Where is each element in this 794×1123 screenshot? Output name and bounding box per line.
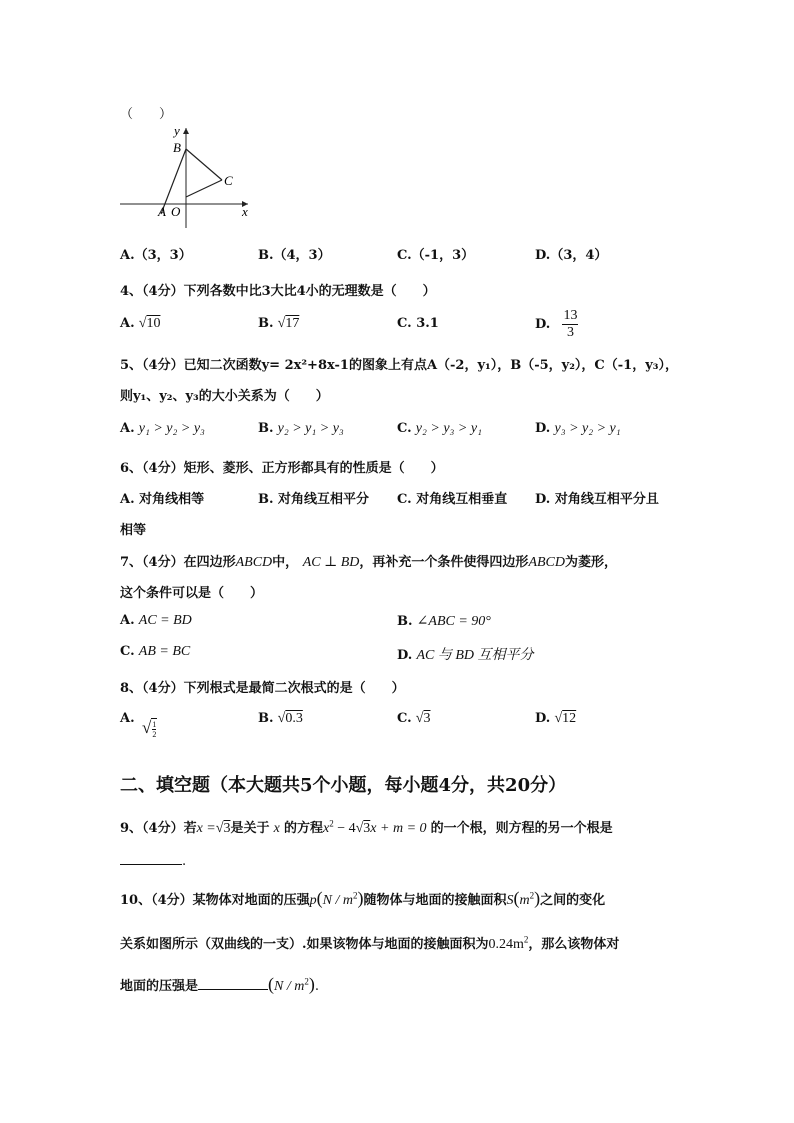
point-c-label: C (224, 173, 233, 188)
q9-answer-blank[interactable] (120, 852, 182, 865)
q5-stem-line2: 则y₁、y₂、y₃的大小关系为（ ） (120, 389, 329, 404)
q6-option-d: D. 对角线互相平分且 (535, 492, 659, 507)
q8-option-b: B. √0.3 (258, 711, 303, 726)
q9-answer-line: . (120, 852, 186, 869)
q10-stem-line3: 地面的压强是 $(N / m^2)$. (120, 974, 319, 994)
q10-stem-line1: 10、（4分）某物体对地面的压强$p(N / m^2)$随物体与地面的接触面积$S(m^2)$之间的变化 (120, 888, 606, 908)
q10-answer-blank[interactable] (198, 977, 268, 990)
q10-stem-line2: 关系如图所示（双曲线的一支）.如果该物体与地面的接触面积为$0.24m^2$，那么该物体对 (120, 934, 620, 952)
q4-stem: 4、（4分）下列各数中比3大比4小的无理数是（ ） (120, 284, 436, 299)
point-b-label: B (173, 140, 181, 155)
section-title: 二、填空题（本大题共5个小题，每小题4分，共20分） (120, 775, 567, 796)
q3-option-d: D.（3，4） (535, 248, 608, 263)
q3-answer-paren: （ ） (120, 107, 173, 122)
q5-option-a: A. y₁ > y₂ > y₃ (120, 421, 205, 436)
q6-option-c: C. 对角线互相垂直 (397, 492, 508, 507)
q7-option-a: A. AC = BD (120, 613, 192, 628)
origin-label: O (171, 204, 181, 219)
q3-option-b: B.（4，3） (258, 248, 331, 263)
q8-option-c: C. √3 (397, 711, 431, 726)
q7-option-c: C. AB = BC (120, 644, 191, 659)
q3-option-a: A.（3，3） (120, 248, 192, 263)
q4-option-a: A. √10 (120, 316, 161, 331)
q4-option-d: D. $\frac{13}{3}$ (535, 308, 578, 340)
q7-option-b: B. ∠ABC = 90° (397, 614, 491, 629)
y-axis-label: y (174, 124, 180, 138)
q4-option-c: C. 3.1 (397, 316, 439, 331)
q7-option-d: D. AC 与 BD 互相平分 (397, 648, 534, 663)
x-axis-label: x (242, 204, 248, 219)
q6-option-b: B. 对角线互相平分 (258, 492, 370, 507)
q6-stem: 6、（4分）矩形、菱形、正方形都具有的性质是（ ） (120, 461, 444, 476)
q3-coordinate-figure (118, 124, 254, 232)
q8-option-a-radical: √ $\frac{1}{2}$ (142, 718, 157, 739)
q9-stem: 9、（4分）若x =√3是关于 x 的方程$x^2 - 4√3x + m = 0$ 的一个根，则方程的另一个根是 (120, 818, 613, 836)
q8-option-d: D. √12 (535, 711, 577, 726)
q7-stem-line2: 这个条件可以是（ ） (120, 586, 264, 601)
q4-option-b: B. √17 (258, 316, 300, 331)
q8-option-a: A. (120, 711, 135, 726)
q5-stem-line1: 5、（4分）已知二次函数y= 2x²+8x-1的图象上有点A（-2，y₁），B（-5，y₂），C（-1，y₃）， (120, 358, 678, 373)
q6-option-a: A. 对角线相等 (120, 492, 205, 507)
q8-stem: 8、（4分）下列根式是最简二次根式的是（ ） (120, 681, 405, 696)
q6-option-d-wrap: 相等 (120, 523, 147, 538)
q7-stem-line1: 7、（4分）在四边形ABCD中， AC ⊥ BD，再补充一个条件使得四边形ABCD为菱形， (120, 555, 618, 570)
point-a-label: A (158, 204, 166, 219)
q5-option-b: B. y₂ > y₁ > y₃ (258, 421, 344, 436)
q5-option-c: C. y₂ > y₃ > y₁ (397, 421, 482, 436)
q3-option-c: C.（-1，3） (397, 248, 475, 263)
q5-option-d: D. y₃ > y₂ > y₁ (535, 421, 621, 436)
